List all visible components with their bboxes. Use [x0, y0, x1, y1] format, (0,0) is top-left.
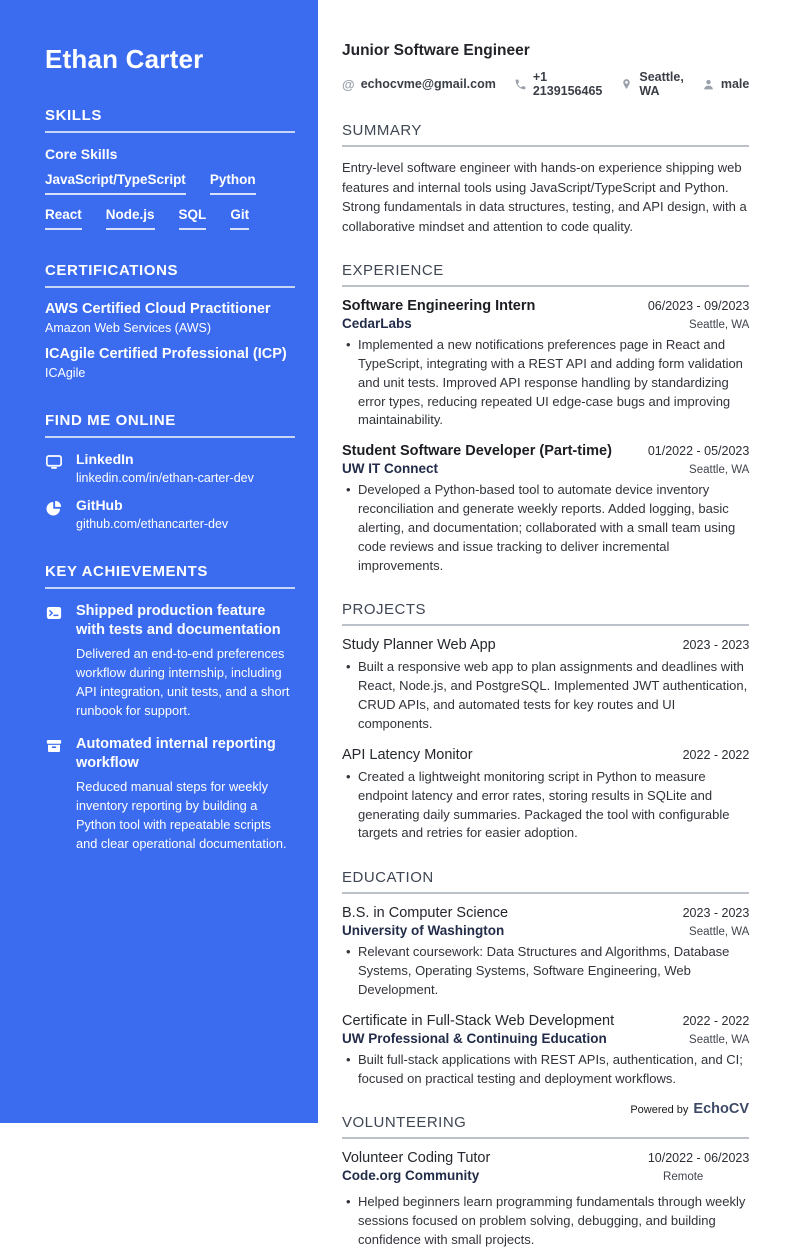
- contact-gender-text: male: [720, 77, 750, 91]
- skill-item: Python: [210, 172, 256, 195]
- at-sign-icon: @: [342, 76, 355, 92]
- certification-issuer: ICAgile: [45, 366, 86, 380]
- skills-list: [45, 172, 295, 230]
- skill-item: Git: [230, 207, 249, 230]
- volunteering-location: Remote: [663, 1171, 704, 1184]
- echocv-brand-link[interactable]: EchoCV: [693, 1101, 749, 1117]
- achievement-item: [45, 602, 295, 721]
- education-entry: [342, 1013, 749, 1089]
- find-me-online-heading: FIND ME ONLINE: [45, 412, 295, 438]
- skills-section: [45, 107, 295, 230]
- phone-icon: [514, 78, 527, 91]
- certification-title: AWS Certified Cloud Practitioner: [45, 301, 271, 317]
- summary-heading: SUMMARY: [342, 122, 749, 147]
- github-url[interactable]: github.com/ethancarter-dev: [76, 517, 229, 531]
- contact-phone[interactable]: [514, 70, 603, 98]
- project-entry: [342, 747, 749, 843]
- achievement-body: [76, 602, 295, 721]
- linkedin-url[interactable]: linkedin.com/in/ethan-carter-dev: [76, 471, 254, 485]
- volunteering-org: Code.org Community: [342, 1168, 480, 1184]
- volunteering-date: 10/2022 - 06/2023: [647, 1151, 750, 1166]
- monitor-icon: [45, 451, 63, 485]
- experience-date: 06/2023 - 09/2023: [647, 299, 750, 313]
- education-location: Seattle, WA: [689, 1033, 750, 1046]
- skill-item: JavaScript/TypeScript: [45, 172, 186, 195]
- skill-item: SQL: [179, 207, 207, 230]
- education-heading: EDUCATION: [342, 869, 749, 894]
- resume-main: [318, 0, 794, 1248]
- experience-title: Software Engineering Intern: [342, 298, 536, 314]
- education-bullet: • Built full-stack applications with REST APIs, authentication, and CI; focused on practical testing and deployment workflows.: [342, 1051, 749, 1089]
- achievement-body: [76, 735, 295, 854]
- contact-location-text: Seattle, WA: [639, 70, 684, 98]
- certification-title: ICAgile Certified Professional (ICP): [45, 346, 287, 362]
- volunteering-entry: [342, 1150, 749, 1250]
- github-link-body: [76, 497, 228, 531]
- skill-item: React: [45, 207, 82, 230]
- experience-location: Seattle, WA: [689, 319, 750, 331]
- project-date: 2022 - 2022: [682, 747, 750, 762]
- sidebar: [0, 0, 318, 1123]
- experience-section: [342, 262, 749, 575]
- education-school: University of Washington: [342, 923, 505, 939]
- location-pin-icon: [620, 78, 633, 91]
- volunteering-bullet: • Helped beginners learn programming fundamentals through weekly sessions focused on problem solving, debugging, and building confidence with small projects.: [342, 1193, 749, 1250]
- summary-text: Entry-level software engineer with hands-on experience shipping web features and internal tools using JavaScript/TypeScript and Python. Strong fundamentals in data structures, testing, and API design, with a collaborative mindset and attention to code quality.: [342, 160, 747, 234]
- education-entry: [342, 905, 749, 1000]
- achievement-description: Delivered an end-to-end preferences workflow during internship, including API integration, unit tests, and a short runbook for support.: [76, 646, 290, 719]
- skill-group-label: Core Skills: [45, 146, 118, 162]
- contact-location: [620, 70, 683, 98]
- project-bullet: • Built a responsive web app to plan assignments and deadlines with React, Node.js, and PostgreSQL. Implemented JWT authentication, CRUD APIs, and automated tests for key routes and UI components.: [342, 658, 749, 733]
- project-bullet: • Created a lightweight monitoring script in Python to measure endpoint latency and error rates, storing results in SQLite and generating daily summaries. Packaged the tool with configurable targets and retries for easier adoption.: [342, 768, 749, 843]
- powered-by-label: Powered by: [630, 1104, 689, 1116]
- skills-heading: SKILLS: [45, 107, 295, 133]
- footer: [630, 1101, 749, 1117]
- experience-heading: EXPERIENCE: [342, 262, 749, 287]
- contact-row: [342, 70, 749, 98]
- education-date: 2022 - 2022: [682, 1013, 750, 1028]
- job-title: Junior Software Engineer: [342, 42, 530, 59]
- github-label: GitHub: [76, 497, 123, 513]
- education-section: [342, 869, 749, 1088]
- volunteering-section: [342, 1114, 749, 1250]
- achievement-description: Reduced manual steps for weekly inventory reporting by building a Python tool with repeatable scripts and clear operational documentation.: [76, 779, 287, 852]
- volunteering-heading: VOLUNTEERING: [342, 1114, 749, 1139]
- achievement-item: [45, 735, 295, 854]
- achievement-title: Shipped production feature with tests and documentation: [76, 603, 281, 639]
- terminal-icon: [45, 602, 63, 721]
- person-name: Ethan Carter: [45, 44, 204, 74]
- experience-location: Seattle, WA: [689, 464, 750, 477]
- skill-item: Node.js: [106, 207, 155, 230]
- github-link-item[interactable]: [45, 497, 295, 531]
- project-date: 2023 - 2023: [682, 638, 750, 653]
- experience-title: Student Software Developer (Part-time): [342, 443, 612, 460]
- linkedin-link-item[interactable]: [45, 451, 295, 485]
- contact-email-text: echocvme@gmail.com: [360, 77, 496, 91]
- education-degree: Certificate in Full-Stack Web Development: [342, 1012, 615, 1029]
- key-achievements-heading: KEY ACHIEVEMENTS: [45, 563, 295, 589]
- experience-bullet: • Implemented a new notifications preferences page in React and TypeScript, integrating with a REST API and adding form validation and unit tests. Improved API response handling by standardizing error types, reducing repeated UI edge-case bugs and improving maintainability.: [342, 336, 749, 430]
- education-degree: B.S. in Computer Science: [342, 905, 509, 922]
- contact-phone-text: +1 2139156465: [532, 70, 603, 98]
- key-achievements-section: [45, 563, 295, 854]
- volunteering-title: Volunteer Coding Tutor: [342, 1150, 491, 1167]
- project-title: API Latency Monitor: [342, 746, 473, 763]
- experience-entry: [342, 443, 749, 575]
- projects-section: [342, 601, 749, 843]
- archive-box-icon: [45, 735, 63, 854]
- experience-company: UW IT Connect: [342, 461, 438, 477]
- certifications-section: [45, 262, 295, 380]
- achievement-title: Automated internal reporting workflow: [76, 736, 276, 772]
- projects-heading: PROJECTS: [342, 601, 749, 626]
- project-entry: [342, 637, 749, 733]
- contact-email[interactable]: [342, 77, 496, 92]
- find-me-online-section: [45, 412, 295, 531]
- linkedin-link-body: [76, 451, 254, 485]
- education-location: Seattle, WA: [689, 926, 750, 939]
- project-title: Study Planner Web App: [342, 637, 496, 654]
- linkedin-label: LinkedIn: [76, 451, 134, 467]
- experience-entry: [342, 298, 749, 430]
- certification-issuer: Amazon Web Services (AWS): [45, 321, 212, 335]
- person-icon: [702, 78, 715, 91]
- experience-date: 01/2022 - 05/2023: [647, 444, 750, 459]
- summary-section: [342, 122, 749, 236]
- certification-item: [45, 346, 295, 380]
- experience-bullet: • Developed a Python-based tool to automate device inventory reconciliation and generate weekly reports. Added logging, basic alerting, and documentation; collaborated with a small team using code reviews and issue tracking to deliver incremental improvements.: [342, 481, 749, 575]
- education-school: UW Professional & Continuing Education: [342, 1030, 607, 1046]
- pie-chart-icon: [45, 497, 63, 531]
- contact-gender: [702, 77, 750, 91]
- education-bullet: • Relevant coursework: Data Structures and Algorithms, Database Systems, Operating Systems, Software Engineering, Web Development.: [342, 943, 749, 1000]
- experience-company: CedarLabs: [342, 316, 412, 331]
- certifications-heading: CERTIFICATIONS: [45, 262, 295, 288]
- certification-item: [45, 301, 295, 335]
- education-date: 2023 - 2023: [682, 906, 750, 921]
